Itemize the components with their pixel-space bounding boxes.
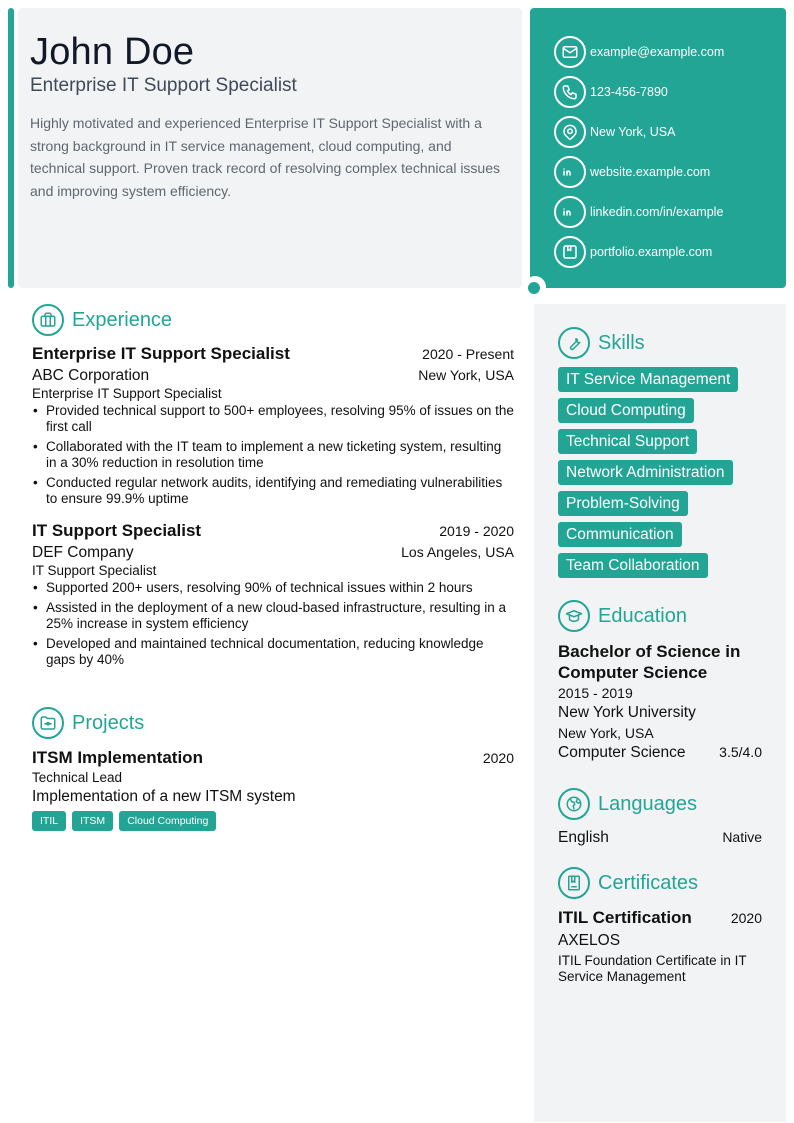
graduation-cap-icon bbox=[558, 600, 590, 632]
map-pin-icon bbox=[554, 116, 586, 148]
job-bullets bbox=[32, 403, 514, 507]
globe-icon bbox=[558, 788, 590, 820]
job-location: Los Angeles, USA bbox=[401, 544, 514, 560]
project-role: Technical Lead bbox=[32, 770, 123, 785]
experience-header bbox=[32, 304, 514, 336]
languages-section bbox=[558, 788, 762, 847]
job-company: ABC Corporation bbox=[32, 367, 150, 384]
bullet-item: • Collaborated with the IT team to implement a new ticketing system, resulting in a 30% reduction in resolution time bbox=[32, 439, 514, 471]
skills-header bbox=[558, 327, 762, 359]
skills-list bbox=[558, 367, 762, 578]
summary: Highly motivated and experienced Enterprise IT Support Specialist with a strong background in IT service management, cloud computing, and technical support. Proven track record of resolving complex technical issues and improving system efficiency. bbox=[30, 115, 500, 200]
education-entry bbox=[558, 641, 762, 762]
job-title: Enterprise IT Support Specialist bbox=[32, 344, 290, 363]
certificate-entry bbox=[558, 908, 762, 985]
job-title: IT Support Specialist bbox=[32, 521, 202, 540]
briefcase-icon bbox=[32, 304, 64, 336]
project-description: Implementation of a new ITSM system bbox=[32, 788, 296, 805]
email-text: example@example.com bbox=[590, 45, 725, 59]
accent-bar bbox=[8, 8, 14, 288]
education-dates: 2015 - 2019 bbox=[558, 685, 633, 701]
certificates-header bbox=[558, 867, 762, 899]
projects-title: Projects bbox=[72, 711, 145, 734]
skill-tag: Network Administration bbox=[558, 460, 733, 485]
contact-email[interactable] bbox=[554, 32, 786, 72]
contact-panel bbox=[530, 8, 786, 288]
job-company: DEF Company bbox=[32, 544, 134, 561]
bullet-item: • Assisted in the deployment of a new cloud-based infrastructure, resulting in a 25% increase in system efficiency bbox=[32, 600, 514, 632]
certificate-issuer: AXELOS bbox=[558, 932, 621, 949]
phone-text: 123-456-7890 bbox=[590, 85, 668, 99]
job-bullets bbox=[32, 580, 514, 668]
project-tag: ITSM bbox=[72, 811, 113, 831]
certificates-section bbox=[558, 867, 762, 985]
project-tags bbox=[32, 811, 514, 831]
bullet-item: • Supported 200+ users, resolving 90% of technical issues within 2 hours bbox=[32, 580, 514, 596]
phone-icon bbox=[554, 76, 586, 108]
skill-tag: Technical Support bbox=[558, 429, 697, 454]
portfolio-text: portfolio.example.com bbox=[590, 245, 713, 259]
candidate-name: John Doe bbox=[30, 31, 195, 73]
job-dates: 2020 - Present bbox=[422, 346, 514, 362]
skills-section bbox=[558, 327, 762, 584]
job-location: New York, USA bbox=[418, 367, 514, 383]
linkedin-icon bbox=[554, 196, 586, 228]
bullet-item: • Conducted regular network audits, identifying and remediating vulnerabilities to ensure 99.9% uptime bbox=[32, 475, 514, 507]
bullet-item: • Developed and maintained technical documentation, reducing knowledge gaps by 40% bbox=[32, 636, 514, 668]
certificates-title: Certificates bbox=[598, 871, 699, 894]
gpa: 3.5/4.0 bbox=[719, 744, 762, 760]
skills-title: Skills bbox=[598, 331, 645, 354]
project-entry bbox=[32, 748, 514, 831]
degree: Bachelor of Science in Computer Science bbox=[558, 642, 741, 682]
experience-title: Experience bbox=[72, 308, 173, 331]
project-tag: ITIL bbox=[32, 811, 66, 831]
education-location: New York, USA bbox=[558, 725, 654, 741]
languages-header bbox=[558, 788, 762, 820]
school: New York University bbox=[558, 704, 696, 721]
projects-section bbox=[32, 707, 514, 831]
certificate-name: ITIL Certification bbox=[558, 908, 692, 927]
job-role: IT Support Specialist bbox=[32, 563, 157, 578]
job-entry bbox=[32, 344, 514, 507]
project-year: 2020 bbox=[482, 750, 514, 766]
location-text: New York, USA bbox=[590, 125, 676, 139]
candidate-title: Enterprise IT Support Specialist bbox=[30, 75, 297, 96]
wrench-icon bbox=[558, 327, 590, 359]
skill-tag: Communication bbox=[558, 522, 682, 547]
linkedin-icon bbox=[554, 156, 586, 188]
language-name: English bbox=[558, 829, 609, 846]
skill-tag: IT Service Management bbox=[558, 367, 738, 392]
divider-dot bbox=[528, 282, 540, 294]
contact-phone[interactable] bbox=[554, 72, 786, 112]
linkedin-text: linkedin.com/in/example bbox=[590, 205, 724, 219]
skill-tag: Problem-Solving bbox=[558, 491, 688, 516]
job-dates: 2019 - 2020 bbox=[439, 523, 514, 539]
job-role: Enterprise IT Support Specialist bbox=[32, 386, 222, 401]
mail-icon bbox=[554, 36, 586, 68]
bullet-item: • Provided technical support to 500+ employees, resolving 95% of issues on the first call bbox=[32, 403, 514, 435]
folder-icon bbox=[32, 707, 64, 739]
field-of-study: Computer Science bbox=[558, 744, 686, 761]
header-panel bbox=[18, 8, 522, 288]
education-header bbox=[558, 600, 762, 632]
skill-tag: Cloud Computing bbox=[558, 398, 694, 423]
skill-tag: Team Collaboration bbox=[558, 553, 708, 578]
contact-linkedin[interactable] bbox=[554, 192, 786, 232]
certificate-year: 2020 bbox=[730, 910, 762, 926]
contact-location bbox=[554, 112, 786, 152]
project-title: ITSM Implementation bbox=[32, 748, 203, 767]
education-title: Education bbox=[598, 604, 687, 627]
project-tag: Cloud Computing bbox=[119, 811, 216, 831]
language-entry bbox=[558, 829, 762, 847]
certificate-icon bbox=[558, 867, 590, 899]
portfolio-icon bbox=[554, 236, 586, 268]
languages-title: Languages bbox=[598, 792, 697, 815]
website-text: website.example.com bbox=[590, 165, 711, 179]
language-level: Native bbox=[722, 829, 762, 845]
projects-header bbox=[32, 707, 514, 739]
contact-website[interactable] bbox=[554, 152, 786, 192]
contact-portfolio[interactable] bbox=[554, 232, 786, 272]
certificate-description: ITIL Foundation Certificate in IT Service Management bbox=[558, 953, 747, 984]
job-entry bbox=[32, 521, 514, 668]
experience-section bbox=[32, 304, 514, 672]
education-section bbox=[558, 600, 762, 762]
